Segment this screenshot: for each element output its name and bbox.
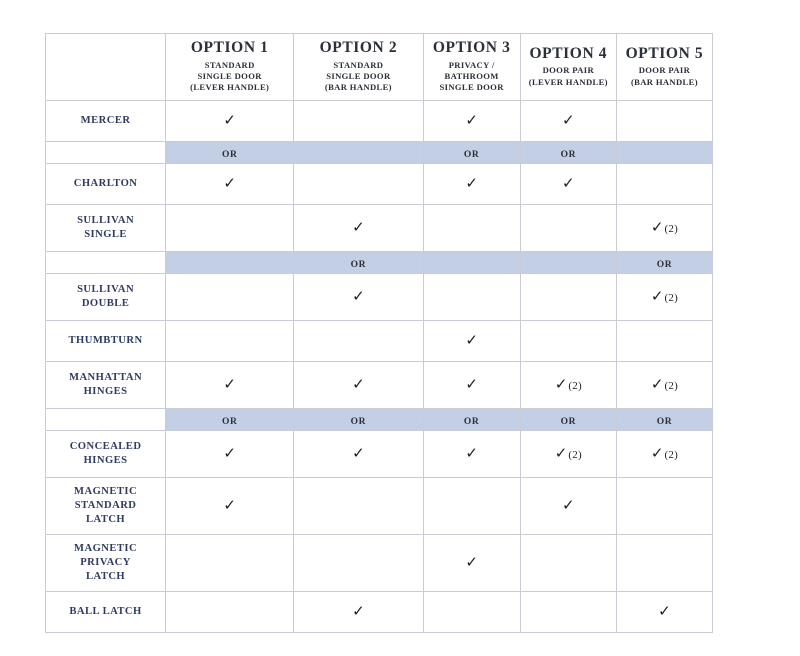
- check-cell: [166, 362, 294, 409]
- checkmark-icon: ✓: [352, 602, 365, 620]
- or-label: OR: [350, 416, 367, 427]
- row-label: THUMBTURN: [46, 321, 166, 362]
- empty-cell: [520, 252, 616, 274]
- check-cell: [166, 164, 294, 205]
- checkmark-icon: ✓: [465, 375, 478, 393]
- empty-cell: [166, 205, 294, 252]
- table-body: [46, 101, 713, 633]
- checkmark-icon: ✓: [352, 375, 365, 393]
- empty-cell: [166, 535, 294, 592]
- checkmark-icon: ✓(2): [554, 444, 582, 462]
- option-subtitle: DOOR PAIR (BAR HANDLE): [630, 65, 698, 87]
- or-cell: [423, 409, 520, 431]
- row-label: MERCER: [46, 101, 166, 142]
- empty-cell: [616, 535, 712, 592]
- quantity-note: (2): [664, 380, 678, 392]
- empty-cell: [520, 274, 616, 321]
- checkmark-icon: ✓(2): [554, 375, 582, 393]
- row-label: [46, 142, 166, 164]
- or-label: OR: [463, 416, 480, 427]
- or-cell: [294, 252, 423, 274]
- checkmark-icon: ✓(2): [650, 444, 678, 462]
- empty-cell: [423, 592, 520, 633]
- check-cell: [520, 101, 616, 142]
- check-cell: [520, 478, 616, 535]
- quantity-note: (2): [664, 449, 678, 461]
- row-label: CHARLTON: [46, 164, 166, 205]
- table-row: [46, 592, 713, 633]
- check-cell: [294, 362, 423, 409]
- option-subtitle: STANDARD SINGLE DOOR (BAR HANDLE): [324, 59, 392, 93]
- or-cell: [520, 409, 616, 431]
- empty-cell: [616, 164, 712, 205]
- check-cell: [616, 274, 712, 321]
- or-cell: [616, 409, 712, 431]
- option-title: OPTION 3: [432, 39, 511, 57]
- header-cell-option-5: [616, 34, 712, 101]
- table-row: [46, 164, 713, 205]
- header-cell-option-4: [520, 34, 616, 101]
- option-title: OPTION 5: [625, 45, 704, 63]
- row-label: MANHATTAN HINGES: [46, 362, 166, 409]
- table-row: [46, 535, 713, 592]
- empty-cell: [294, 164, 423, 205]
- check-cell: [166, 431, 294, 478]
- check-cell: [166, 478, 294, 535]
- table-row: [46, 274, 713, 321]
- or-cell: [294, 409, 423, 431]
- empty-cell: [294, 321, 423, 362]
- empty-cell: [294, 535, 423, 592]
- check-cell: [520, 164, 616, 205]
- checkmark-icon: ✓: [223, 496, 236, 514]
- or-label: OR: [656, 416, 673, 427]
- check-cell: [520, 362, 616, 409]
- checkmark-icon: ✓: [223, 375, 236, 393]
- row-label: MAGNETIC PRIVACY LATCH: [46, 535, 166, 592]
- checkmark-icon: ✓: [352, 444, 365, 462]
- check-cell: [616, 592, 712, 633]
- or-separator-row: [46, 142, 713, 164]
- checkmark-icon: ✓: [465, 111, 478, 129]
- row-label: SULLIVAN SINGLE: [46, 205, 166, 252]
- check-cell: [423, 101, 520, 142]
- or-label: OR: [221, 149, 238, 160]
- or-label: OR: [560, 149, 577, 160]
- checkmark-icon: ✓: [223, 444, 236, 462]
- check-cell: [294, 205, 423, 252]
- checkmark-icon: ✓: [352, 218, 365, 236]
- checkmark-icon: ✓: [223, 111, 236, 129]
- table-row: [46, 205, 713, 252]
- empty-cell: [520, 592, 616, 633]
- compatibility-matrix-sheet: [45, 33, 713, 633]
- check-cell: [616, 205, 712, 252]
- table-row: [46, 431, 713, 478]
- checkmark-icon: ✓: [658, 602, 671, 620]
- empty-cell: [616, 101, 712, 142]
- door-hardware-compatibility-table: [45, 33, 713, 633]
- empty-cell: [520, 205, 616, 252]
- empty-cell: [423, 252, 520, 274]
- check-cell: [423, 362, 520, 409]
- or-cell: [166, 142, 294, 164]
- check-cell: [294, 592, 423, 633]
- checkmark-icon: ✓(2): [650, 218, 678, 236]
- check-cell: [423, 164, 520, 205]
- option-subtitle: DOOR PAIR (LEVER HANDLE): [528, 65, 608, 87]
- table-row: [46, 362, 713, 409]
- checkmark-icon: ✓: [562, 111, 575, 129]
- or-cell: [520, 142, 616, 164]
- row-label: [46, 409, 166, 431]
- or-label: OR: [656, 259, 673, 270]
- empty-cell: [166, 274, 294, 321]
- row-label: [46, 252, 166, 274]
- option-title: OPTION 1: [190, 39, 269, 57]
- check-cell: [166, 101, 294, 142]
- or-label: OR: [221, 416, 238, 427]
- empty-cell: [294, 478, 423, 535]
- check-cell: [520, 431, 616, 478]
- checkmark-icon: ✓: [352, 287, 365, 305]
- quantity-note: (2): [664, 223, 678, 235]
- header-cell-option-2: [294, 34, 423, 101]
- row-label: MAGNETIC STANDARD LATCH: [46, 478, 166, 535]
- empty-cell: [166, 252, 294, 274]
- row-label: SULLIVAN DOUBLE: [46, 274, 166, 321]
- quantity-note: (2): [568, 449, 582, 461]
- header-corner-cell: [46, 34, 166, 101]
- empty-cell: [166, 321, 294, 362]
- header-row: [46, 34, 713, 101]
- check-cell: [423, 431, 520, 478]
- checkmark-icon: ✓: [223, 174, 236, 192]
- option-subtitle: STANDARD SINGLE DOOR (LEVER HANDLE): [190, 59, 270, 93]
- table-row: [46, 478, 713, 535]
- table-header: [46, 34, 713, 101]
- or-label: OR: [560, 416, 577, 427]
- empty-cell: [520, 535, 616, 592]
- option-title: OPTION 2: [319, 39, 398, 57]
- option-subtitle: PRIVACY / BATHROOM SINGLE DOOR: [439, 59, 504, 93]
- check-cell: [616, 431, 712, 478]
- or-cell: [423, 142, 520, 164]
- empty-cell: [294, 142, 423, 164]
- check-cell: [616, 362, 712, 409]
- or-label: OR: [350, 259, 367, 270]
- table-row: [46, 321, 713, 362]
- quantity-note: (2): [568, 380, 582, 392]
- or-separator-row: [46, 252, 713, 274]
- empty-cell: [423, 274, 520, 321]
- empty-cell: [616, 478, 712, 535]
- check-cell: [423, 535, 520, 592]
- empty-cell: [423, 205, 520, 252]
- or-cell: [616, 252, 712, 274]
- empty-cell: [166, 592, 294, 633]
- checkmark-icon: ✓: [465, 553, 478, 571]
- table-row: [46, 101, 713, 142]
- empty-cell: [616, 321, 712, 362]
- or-label: OR: [463, 149, 480, 160]
- checkmark-icon: ✓: [562, 174, 575, 192]
- checkmark-icon: ✓: [465, 331, 478, 349]
- or-cell: [166, 409, 294, 431]
- checkmark-icon: ✓: [562, 496, 575, 514]
- empty-cell: [423, 478, 520, 535]
- row-label: CONCEALED HINGES: [46, 431, 166, 478]
- check-cell: [294, 274, 423, 321]
- checkmark-icon: ✓: [465, 174, 478, 192]
- option-title: OPTION 4: [529, 45, 608, 63]
- or-separator-row: [46, 409, 713, 431]
- empty-cell: [294, 101, 423, 142]
- check-cell: [423, 321, 520, 362]
- empty-cell: [616, 142, 712, 164]
- header-cell-option-3: [423, 34, 520, 101]
- quantity-note: (2): [664, 292, 678, 304]
- checkmark-icon: ✓(2): [650, 287, 678, 305]
- header-cell-option-1: [166, 34, 294, 101]
- checkmark-icon: ✓: [465, 444, 478, 462]
- row-label: BALL LATCH: [46, 592, 166, 633]
- checkmark-icon: ✓(2): [650, 375, 678, 393]
- empty-cell: [520, 321, 616, 362]
- check-cell: [294, 431, 423, 478]
